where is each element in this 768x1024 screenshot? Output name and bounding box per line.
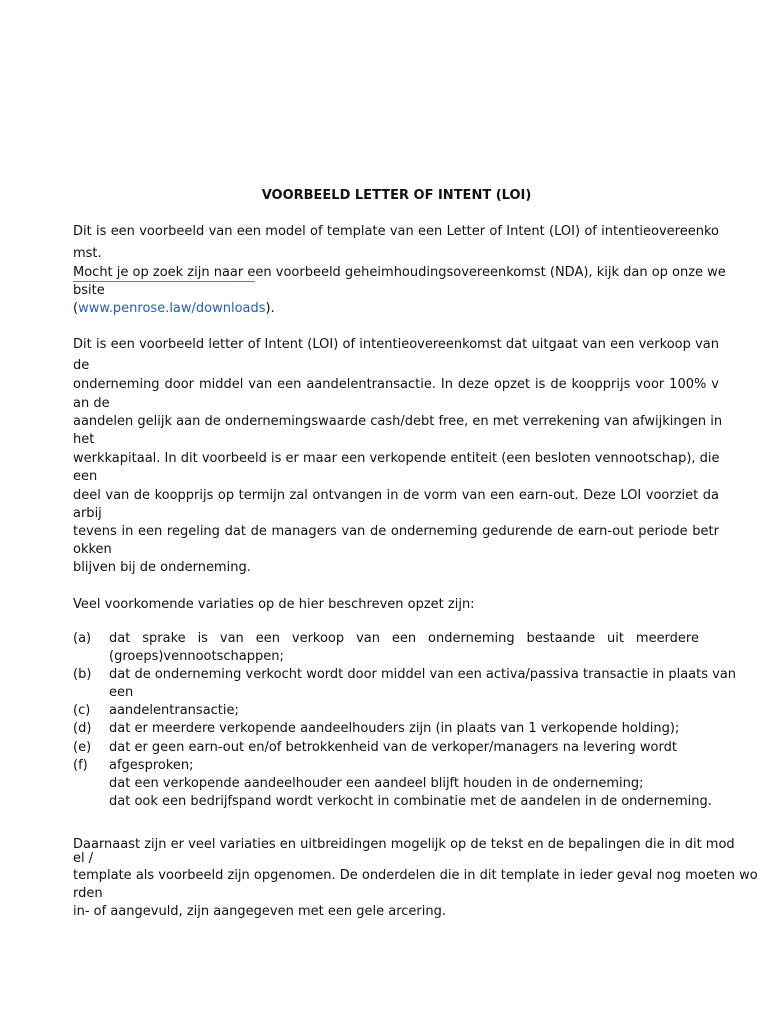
list-text: (groeps)vennootschappen;	[109, 649, 284, 664]
list-text: dat de onderneming verkocht wordt door middel van een activa/passiva transactie in plaats van	[109, 667, 737, 682]
wavy-underlined-text: Mocht je op zoek zijn naar e	[73, 265, 256, 280]
body-line: een	[73, 469, 98, 484]
body-line: onderneming door middel van een aandelentransactie. In deze opzet is de koopprijs voor 100% v	[73, 377, 719, 392]
body-line: deel van de koopprijs op termijn zal ontvangen in de vorm van een earn-out. Deze LOI voorziet da	[73, 488, 719, 503]
variations-intro: Veel voorkomende variaties op de hier beschreven opzet zijn:	[73, 597, 475, 612]
closing-line: in- of aangevuld, zijn aangegeven met een gele arcering.	[73, 904, 446, 919]
list-text: dat er geen earn-out en/of betrokkenheid van de verkoper/managers na levering wordt	[109, 740, 677, 755]
body-line: tevens in een regeling dat de managers van de onderneming gedurende de earn-out periode betr	[73, 524, 719, 539]
list-marker: (f)	[73, 758, 88, 773]
body-line: okken	[73, 542, 112, 557]
list-marker: (a)	[73, 631, 92, 646]
nda-line-3	[73, 300, 719, 318]
list-marker: (c)	[73, 703, 91, 718]
downloads-link[interactable]: www.penrose.law/downloads	[78, 301, 266, 316]
body-line: an de	[73, 396, 110, 411]
list-text: aandelentransactie;	[109, 703, 239, 718]
closing-line: el /	[73, 851, 94, 866]
nda-line-1-rest: en voorbeeld geheimhoudingsovereenkomst (NDA), kijk dan op onze we	[255, 265, 726, 280]
body-line: aandelen gelijk aan de ondernemingswaarde cash/debt free, en met verrekening van afwijkingen in	[73, 414, 723, 429]
nda-line-2: bsite	[73, 283, 105, 298]
paren-close: ).	[265, 301, 275, 316]
body-line: de	[73, 358, 90, 373]
body-line: werkkapitaal. In dit voorbeeld is er maar een verkopende entiteit (een besloten vennootschap), die	[73, 451, 720, 466]
body-line: het	[73, 432, 95, 447]
list-text: afgesproken;	[109, 758, 194, 773]
body-line: Dit is een voorbeeld letter of Intent (LOI) of intentieovereenkomst dat uitgaat van een verkoop van	[73, 337, 719, 352]
closing-line: Daarnaast zijn er veel variaties en uitbreidingen mogelijk op de tekst en de bepalingen die in dit mod	[73, 837, 735, 852]
list-text: dat ook een bedrijfspand wordt verkocht in combinatie met de aandelen in de onderneming.	[109, 794, 712, 809]
list-text: een	[109, 685, 134, 700]
list-text: dat een verkopende aandeelhouder een aandeel blijft houden in de onderneming;	[109, 776, 644, 791]
body-line: arbij	[73, 506, 102, 521]
body-line: blijven bij de onderneming.	[73, 560, 251, 575]
intro-line-2: mst.	[73, 246, 102, 261]
paren-open: (	[73, 301, 79, 316]
list-marker: (e)	[73, 740, 92, 755]
list-marker: (d)	[73, 721, 92, 736]
closing-line: template als voorbeeld zijn opgenomen. De onderdelen die in dit template in ieder geval nog moeten wo	[73, 868, 758, 883]
nda-line-1	[73, 264, 726, 282]
list-text: dat sprake is van een verkoop van een onderneming bestaande uit meerdere	[109, 631, 699, 646]
document-title: VOORBEELD LETTER OF INTENT (LOI)	[261, 188, 532, 203]
closing-line: rden	[73, 886, 103, 901]
list-marker: (b)	[73, 667, 92, 682]
list-text: dat er meerdere verkopende aandeelhouders zijn (in plaats van 1 verkopende holding);	[109, 721, 680, 736]
intro-line-1: Dit is een voorbeeld van een model of template van een Letter of Intent (LOI) of intentieovereenko	[73, 224, 719, 239]
